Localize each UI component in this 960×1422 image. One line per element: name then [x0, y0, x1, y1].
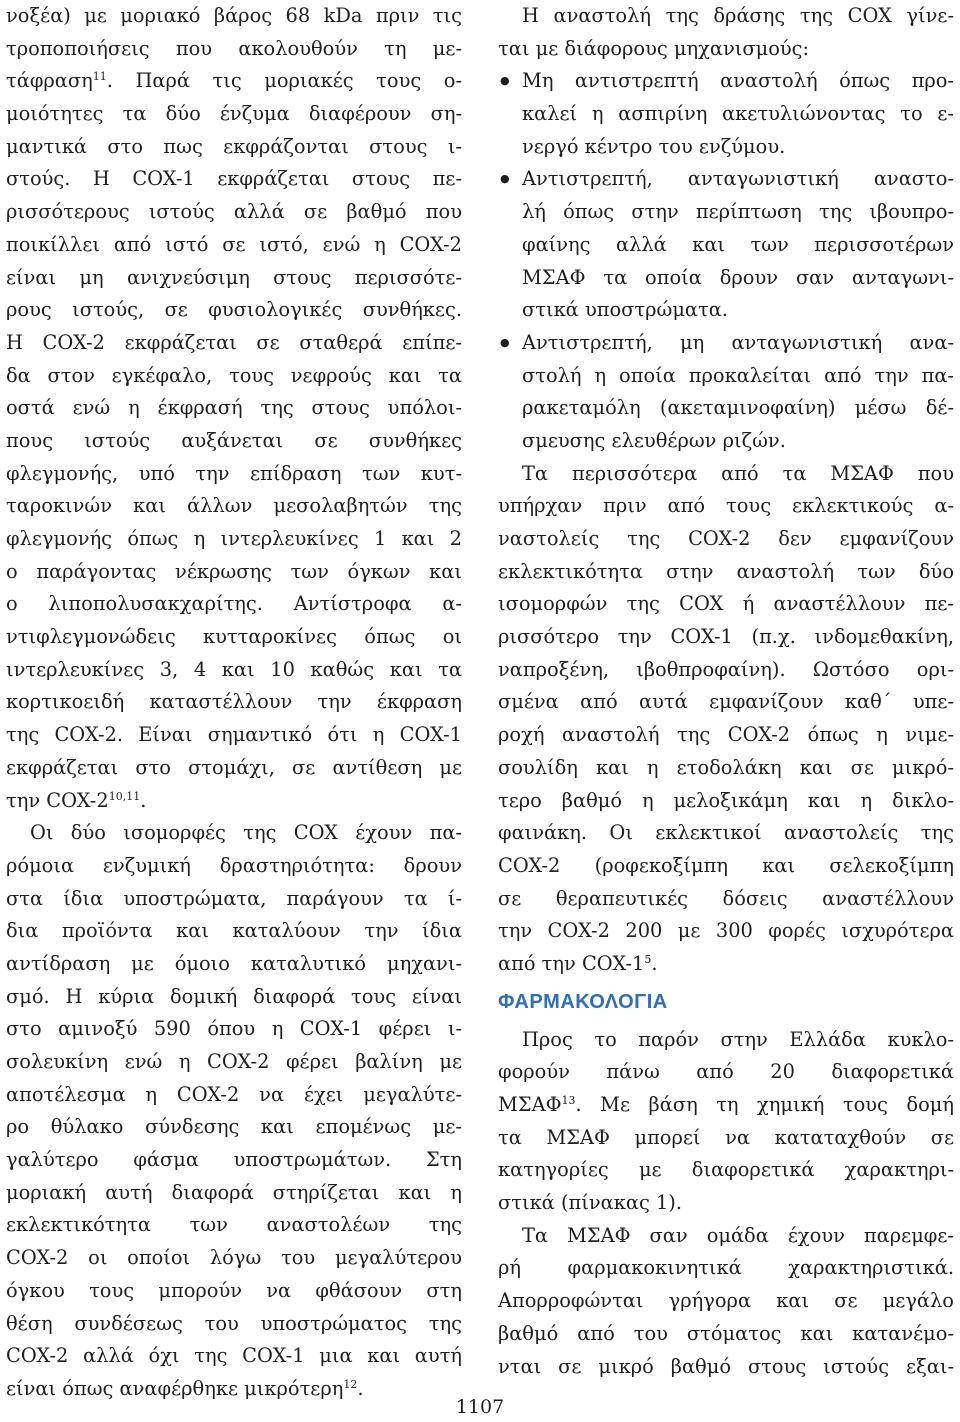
text-line: ρισσότερους ιστούς αλλά σε βαθμό που	[6, 200, 462, 224]
text-line: πους ιστούς αυξάνεται σε συνθήκες	[6, 428, 462, 452]
text-line: ποικίλλει από ιστό σε ιστό, ενώ η COX-2	[6, 232, 462, 256]
text-line: Τα περισσότερα από τα ΜΣΑΦ που	[522, 461, 954, 485]
text-span: .	[651, 951, 658, 975]
text-line: μαντικά στο πως εκφράζονται στους ι-	[6, 134, 462, 158]
text-line: υπήρχαν πριν από τους εκλεκτικούς α-	[498, 494, 954, 518]
citation-ref: 13	[561, 1094, 576, 1107]
text-line: ο παράγοντας νέκρωσης των όγκων και	[6, 559, 462, 583]
page-number: 1107	[455, 1396, 505, 1418]
bullet-icon: ●	[500, 172, 510, 186]
text-line: οστά ενώ η έκφρασή της στους υπόλοι-	[6, 396, 462, 420]
text-line	[6, 65, 462, 98]
citation-ref: 10,11	[108, 789, 141, 803]
text-line: ο λιποπολυσακχαρίτης. Αντίστροφα α-	[6, 592, 462, 616]
text-line: ντιφλεγμονώδεις κυτταροκίνες όπως οι	[6, 625, 462, 649]
text-line: νται σε μικρό βαθμό στους ιστούς εξαι-	[498, 1354, 954, 1378]
text-line: φλεγμονής όπως η ιντερλευκίνες 1 και 2	[6, 527, 462, 550]
text-line: δια προϊόντα και καταλύουν την ίδια	[6, 919, 462, 943]
text-span: Αντιστρεπτή, ανταγωνιστική αναστο-	[522, 167, 954, 191]
left-column	[6, 0, 462, 1406]
text-line: την COX-2 200 με 300 φορές ισχυρότερα	[498, 919, 954, 943]
text-line: είναι μη ανιχνεύσιμη στους περισσότε-	[6, 265, 462, 289]
text-line: ται με διάφορους μηχανισμούς:	[498, 36, 810, 60]
text-line: εκφράζεται στο στομάχι, σε αντίθεση με	[6, 755, 462, 779]
text-line: αντίδραση με όμοιο καταλυτικό μηχανι-	[6, 951, 462, 975]
text-line: σμένα από αυτά εμφανίζουν καθ΄ υπε-	[498, 690, 954, 714]
text-span: τάφραση	[6, 69, 93, 93]
text-line: στικά υποστρώματα.	[522, 298, 729, 322]
text-line: ρους ιστούς, σε φυσιολογικές συνθήκες.	[6, 298, 462, 322]
text-line	[498, 327, 954, 360]
text-line: στούς. Η COX-1 εκφράζεται στους πε-	[6, 167, 462, 191]
text-line	[498, 1089, 954, 1122]
text-span: από την COX-1	[498, 951, 645, 975]
paragraph-cox-expression	[6, 0, 462, 817]
text-line: Οι δύο ισομορφές της COX έχουν πα-	[30, 821, 462, 845]
text-line: τα ΜΣΑΦ μπορεί να καταταχθούν σε	[498, 1125, 954, 1149]
paragraph-pharmacokinetics	[498, 1220, 954, 1383]
text-span: ΜΣΑΦ	[498, 1093, 562, 1116]
text-line: Η αναστολή της δράσης της COX γίνε-	[522, 4, 954, 27]
text-line: COX-2 (ροφεκοξίμπη και σελεκοξίμπη	[498, 853, 954, 877]
text-line: της COX-2. Είναι σημαντικό ότι η COX-1	[6, 723, 462, 747]
text-span: . Με βάση τη χημική τους δομή	[575, 1093, 954, 1116]
text-line: καλεί η ασπιρίνη ακετυλιώνοντας το ε-	[522, 102, 954, 126]
text-span: την COX-2	[6, 788, 109, 812]
text-line: στα ίδια υποστρώματα, παράγουν τα ί-	[6, 886, 462, 910]
text-span: .	[357, 1376, 364, 1400]
paragraph-isoforms	[6, 817, 462, 1405]
text-line: όγκου τους μπορούν να φθάσουν στη	[6, 1278, 462, 1302]
text-line: φαινάκη. Οι εκλεκτικοί αναστολείς της	[498, 821, 954, 845]
bullet-item	[498, 327, 954, 458]
text-line: μοιότητες τα δύο ένζυμα διαφέρουν ση-	[6, 102, 462, 126]
bullet-item	[498, 163, 954, 326]
text-line: θέση συνδέσεως του υποστρώματος της	[6, 1311, 462, 1335]
section-heading: ΦΑΡΜΑΚΟΛΟΓΙΑ	[498, 990, 668, 1013]
text-line: ρόμοια ενζυμική δραστηριότητα: δρουν	[6, 853, 462, 877]
text-line: φορούν πάνω από 20 διαφορετικά	[498, 1060, 954, 1084]
text-line: Η COX-2 εκφράζεται σε σταθερά επίπε-	[6, 330, 462, 354]
text-span: Αντιστρεπτή, μη ανταγωνιστική ανα-	[522, 330, 954, 354]
text-line: τροποποιήσεις που ακολουθούν τη με-	[6, 36, 462, 60]
text-line: ΜΣΑΦ τα οποία δρουν σαν ανταγωνι-	[522, 265, 954, 289]
text-line: κορτικοειδή καταστέλλουν την έκφραση	[6, 690, 462, 714]
text-line: εκλεκτικότητα των αναστολέων της	[6, 1213, 462, 1237]
paragraph-selectivity	[498, 458, 954, 981]
text-line: Τα ΜΣΑΦ σαν ομάδα έχουν παρεμφε-	[522, 1223, 954, 1247]
text-line	[498, 163, 954, 196]
text-line: σε θεραπευτικές δόσεις αναστέλλουν	[498, 886, 954, 910]
text-line: στο αμινοξύ 590 όπου η COX-1 φέρει ι-	[6, 1017, 462, 1041]
text-line	[498, 948, 954, 981]
text-span: Μη αντιστρεπτή αναστολή όπως προ-	[522, 69, 954, 93]
text-line: ροχή αναστολή της COX-2 όπως η νιμε-	[498, 723, 954, 747]
text-line: ταροκινών και άλλων μεσολαβητών της	[6, 494, 462, 518]
text-line: στικά (πίνακας 1).	[498, 1191, 683, 1215]
text-line: ναπροξένη, ιβοθπροφαίνη). Ωστόσο ορι-	[498, 657, 954, 681]
bullet-icon: ●	[500, 335, 510, 349]
text-line: νοξέα) με μοριακό βάρος 68 kDa πριν τις	[6, 4, 462, 27]
text-line: τερο βαθμό η μελοξικάμη και η δικλο-	[498, 788, 954, 812]
bullet-icon: ●	[500, 74, 510, 88]
text-line: σολευκίνη ενώ η COX-2 φέρει βαλίνη με	[6, 1050, 462, 1073]
paragraph-inhibition-intro	[498, 0, 954, 65]
text-line: ρακεταμόλη (ακεταμινοφαίνη) μέσω δέ-	[522, 396, 954, 420]
text-line: δα στον εγκέφαλο, τους νεφρούς και τα	[6, 363, 462, 387]
text-line: ρισσότερο την COX-1 (π.χ. ινδομεθακίνη,	[498, 625, 954, 649]
text-line: Απορροφώνται γρήγορα και σε μεγάλο	[498, 1289, 954, 1313]
bullet-item	[498, 65, 954, 163]
text-span: .	[140, 788, 147, 812]
text-line: νεργό κέντρο του ενζύμου.	[522, 134, 786, 158]
citation-ref: 5	[644, 952, 652, 966]
text-line: σμευσης ελευθέρων ριζών.	[522, 428, 786, 452]
text-line: κατηγορίες με διαφορετικά χαρακτηρι-	[498, 1158, 954, 1182]
text-line: σμό. Η κύρια δομική διαφορά τους είναι	[6, 984, 462, 1008]
citation-ref: 11	[92, 70, 107, 84]
text-line: στολή η οποία προκαλείται από την πα-	[522, 363, 954, 387]
text-line: σουλίδη και η ετοδολάκη και σε μικρό-	[498, 755, 954, 779]
text-line: φλεγμονής, υπό την επίδραση των κυτ-	[6, 461, 462, 485]
citation-ref: 12	[343, 1377, 358, 1391]
text-line: λή όπως στην περίπτωση της ιβουπρο-	[522, 200, 954, 224]
text-line: ισομορφών της COX ή αναστέλλουν πε-	[498, 592, 954, 616]
text-line: μοριακή αυτή διαφορά στηρίζεται και η	[6, 1180, 462, 1204]
text-line: ιντερλευκίνες 3, 4 και 10 καθώς και τα	[6, 657, 462, 681]
text-line: βαθμό από του στόματος και κατανέμο-	[498, 1321, 954, 1345]
text-line: αποτέλεσμα η COX-2 να έχει μεγαλύτε-	[6, 1082, 462, 1106]
text-line: ναστολείς της COX-2 δεν εμφανίζουν	[498, 527, 954, 550]
right-column	[498, 0, 954, 1383]
text-span: είναι όπως αναφέρθηκε μικρότερη	[6, 1376, 344, 1400]
text-line: COX-2 οι οποίοι λόγω του μεγαλύτερου	[6, 1246, 462, 1270]
text-line: ρο θύλακο σύνδεσης και επομένως με-	[6, 1115, 462, 1139]
text-line: εκλεκτικότητα στην αναστολή των δύο	[498, 559, 954, 583]
text-line: COX-2 αλλά όχι της COX-1 μια και αυτή	[6, 1344, 462, 1368]
text-line	[498, 65, 954, 98]
paragraph-pharmacology	[498, 1024, 954, 1220]
text-line: Προς το παρόν στην Ελλάδα κυκλο-	[522, 1027, 954, 1051]
text-line: γαλύτερο φάσμα υποστρωμάτων. Στη	[6, 1148, 462, 1172]
text-line: φαίνης αλλά και των περισσοτέρων	[522, 232, 954, 256]
text-span: . Παρά τις μοριακές τους ο-	[106, 69, 462, 93]
text-line	[6, 785, 462, 818]
inhibition-bullet-list	[498, 65, 954, 457]
text-line: ρή φαρμακοκινητικά χαρακτηριστικά.	[498, 1256, 954, 1280]
